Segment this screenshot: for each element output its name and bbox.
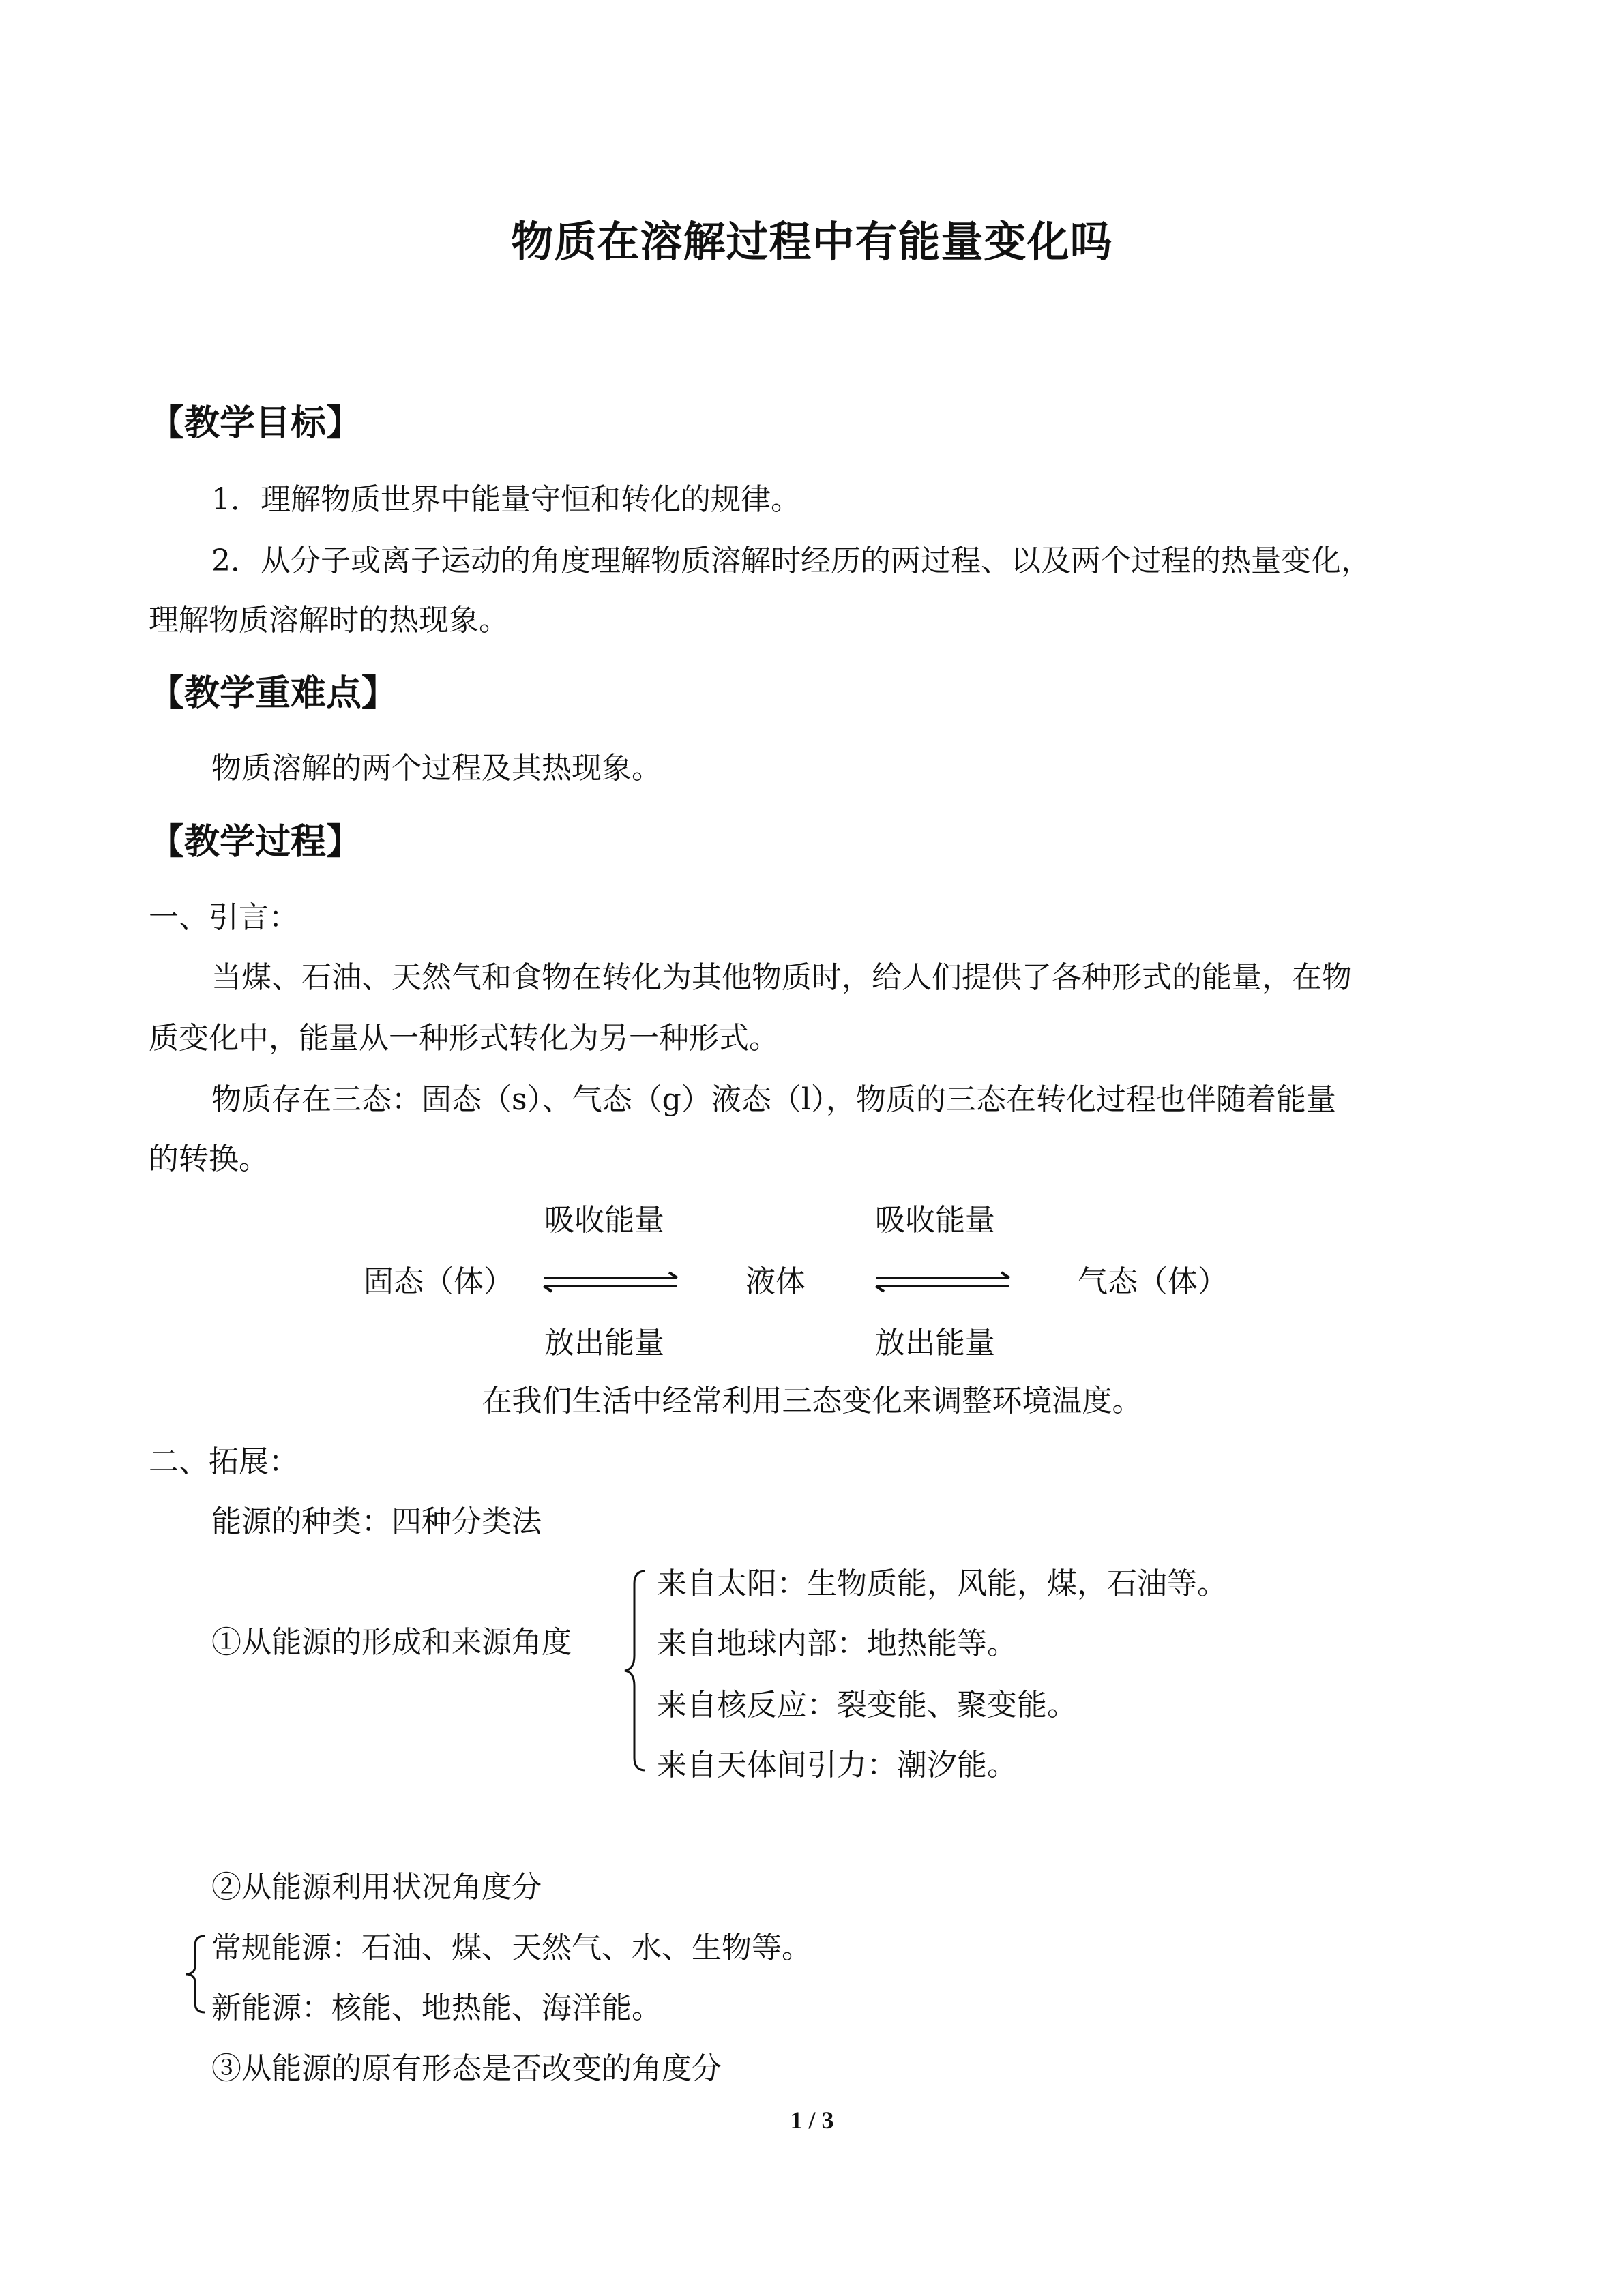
equilibrium-arrow-2 (873, 1270, 1016, 1297)
left-brace-category-1 (622, 1568, 649, 1773)
extension-label: 二、拓展： (149, 1444, 299, 1479)
diagram-release-label-2: 放出能量 (875, 1326, 995, 1360)
category-1-item-4: 来自天体间引力：潮汐能。 (657, 1748, 1017, 1783)
intro-para1-line-2: 质变化中，能量从一种形式转化为另一种形式。 (149, 1021, 779, 1056)
category-1-item-3: 来自核反应：裂变能、聚变能。 (657, 1688, 1077, 1723)
key-points-text: 物质溶解的两个过程及其热现象。 (211, 751, 662, 786)
objective-item-1: 1．理解物质世界中能量守恒和转化的规律。 (211, 482, 801, 517)
extension-intro: 能源的种类：四种分类法 (211, 1504, 542, 1539)
page-title: 物质在溶解过程中有能量变化吗 (511, 217, 1113, 267)
diagram-release-label-1: 放出能量 (544, 1326, 664, 1360)
category-1-item-2: 来自地球内部：地热能等。 (657, 1626, 1017, 1661)
left-brace-category-2 (183, 1933, 207, 2015)
heading-objectives: 【教学目标】 (149, 403, 362, 444)
equilibrium-arrow-1 (541, 1270, 684, 1297)
category-2-item-1: 常规能源：石油、煤、天然气、水、生物等。 (211, 1930, 812, 1965)
page-number: 1 / 3 (790, 2106, 834, 2134)
objective-item-2-line-2: 理解物质溶解时的热现象。 (149, 603, 509, 638)
heading-process: 【教学过程】 (149, 822, 362, 863)
category-3-label: ③从能源的原有形态是否改变的角度分 (211, 2051, 722, 2086)
diagram-state-solid: 固态（体） (364, 1264, 514, 1299)
intro-para2-line-1: 物质存在三态：固态（s）、气态（g）液态（l），物质的三态在转化过程也伴随着能量 (211, 1082, 1336, 1117)
heading-key-points: 【教学重难点】 (149, 673, 398, 714)
category-2-label: ②从能源利用状况角度分 (211, 1870, 542, 1905)
diagram-state-liquid: 液体 (745, 1264, 806, 1299)
diagram-absorb-label-2: 吸收能量 (875, 1203, 995, 1238)
intro-conclusion: 在我们生活中经常利用三态变化来调整环境温度。 (482, 1384, 1142, 1418)
intro-label: 一、引言： (149, 900, 299, 935)
diagram-absorb-label-1: 吸收能量 (544, 1203, 664, 1238)
intro-para1-line-1: 当煤、石油、天然气和食物在转化为其他物质时，给人们提供了各种形式的能量，在物 (211, 960, 1352, 995)
category-2-item-2: 新能源：核能、地热能、海洋能。 (211, 1991, 662, 2025)
objective-item-2-line-1: 2．从分子或离子运动的角度理解物质溶解时经历的两过程、以及两个过程的热量变化， (211, 543, 1371, 578)
intro-para2-line-2: 的转换。 (149, 1142, 269, 1176)
diagram-state-gas: 气态（体） (1078, 1264, 1228, 1299)
category-1-item-1: 来自太阳：生物质能，风能，煤，石油等。 (657, 1566, 1227, 1601)
category-1-label: ①从能源的形成和来源角度 (211, 1625, 572, 1660)
